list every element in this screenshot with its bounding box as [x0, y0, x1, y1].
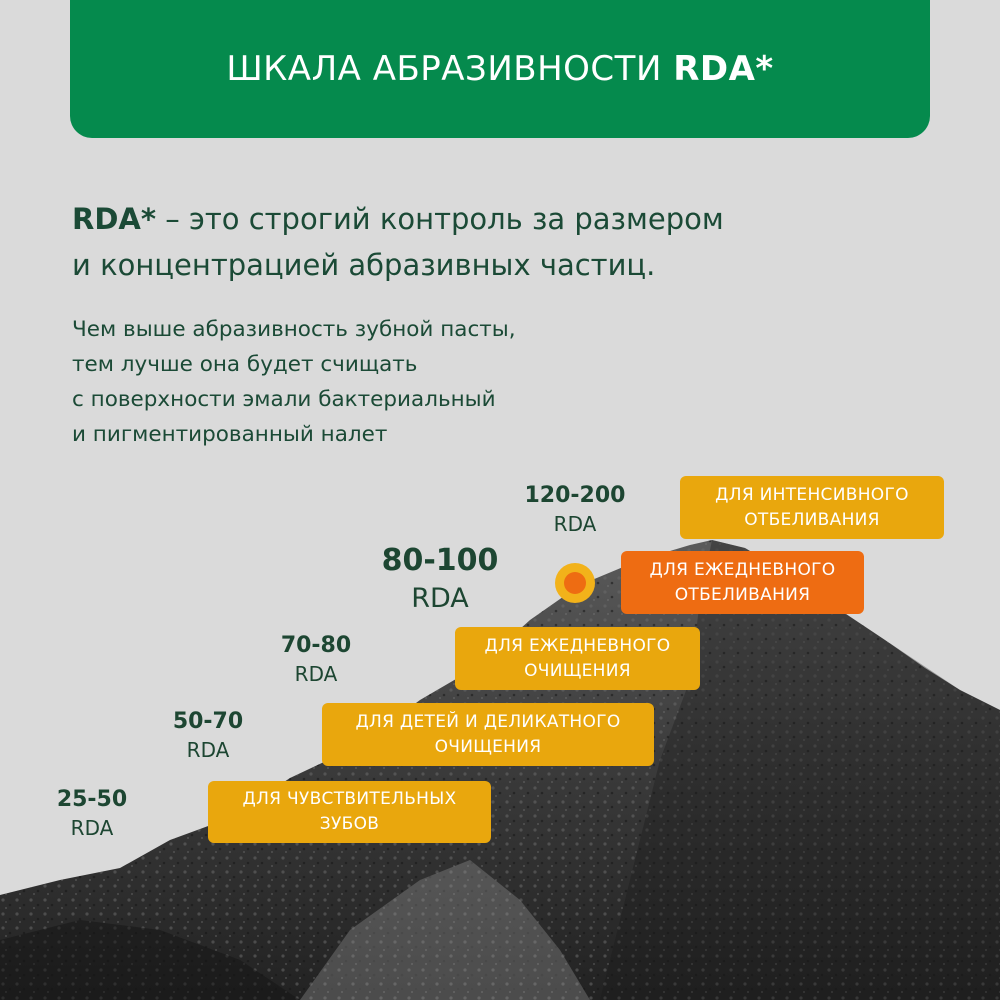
rda-range-80-100: 80-100 RDA [381, 543, 499, 614]
description-line-3: с поверхности эмали бактериальный [72, 387, 496, 412]
intro-term: RDA* [72, 202, 157, 236]
rda-range-25-50: 25-50 RDA [56, 787, 128, 840]
rda-range-50-70: 50-70 RDA [172, 709, 244, 762]
label-intensive-whitening: ДЛЯ ИНТЕНСИВНОГО ОТБЕЛИВАНИЯ [680, 476, 944, 539]
page-title: ШКАЛА АБРАЗИВНОСТИ RDA* [226, 49, 774, 89]
description-line-2: тем лучше она будет счищать [72, 352, 418, 377]
label-sensitive-teeth: ДЛЯ ЧУВСТВИТЕЛЬНЫХ ЗУБОВ [208, 781, 491, 843]
label-daily-cleaning: ДЛЯ ЕЖЕДНЕВНОГО ОЧИЩЕНИЯ [455, 627, 700, 690]
description-line-4: и пигментированный налет [72, 422, 388, 447]
page-title-bold: RDA* [673, 49, 774, 89]
description-line-1: Чем выше абразивность зубной пасты, [72, 317, 516, 342]
highlight-dot-center [564, 572, 586, 594]
intro-line-2: и концентрацией абразивных частиц. [72, 248, 656, 282]
rda-range-120-200: 120-200 RDA [524, 483, 626, 536]
label-kids-gentle-cleaning: ДЛЯ ДЕТЕЙ И ДЕЛИКАТНОГО ОЧИЩЕНИЯ [322, 703, 654, 766]
rda-range-70-80: 70-80 RDA [280, 633, 352, 686]
label-daily-whitening: ДЛЯ ЕЖЕДНЕВНОГО ОТБЕЛИВАНИЯ [621, 551, 864, 614]
highlight-dot-icon [555, 563, 595, 603]
intro-line-1: RDA* – это строгий контроль за размером [72, 202, 724, 236]
